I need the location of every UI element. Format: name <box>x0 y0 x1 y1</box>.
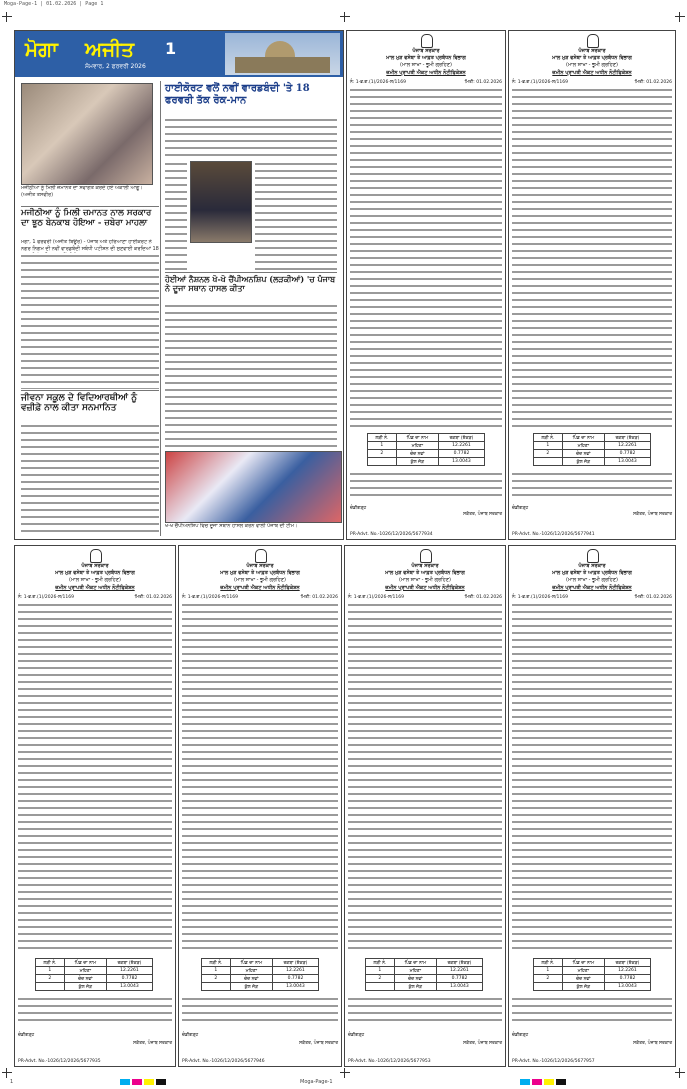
govt-notice-6 <box>508 545 676 1067</box>
notice-signature: ਸਕੱਤਰ, ਪੰਜਾਬ ਸਰਕਾਰ <box>299 1041 338 1046</box>
notice-place: ਚੰਡੀਗੜ੍ਹ <box>18 1033 35 1038</box>
print-color-bar <box>0 1075 687 1089</box>
notice-office: (ਮਾਲ ਸ਼ਾਖਾ - ਭੂਮੀ ਗ੍ਰਹਿਣ) <box>399 577 451 583</box>
notice-table: ਲੜੀ ਨੰ. ਪਿੰਡ ਦਾ ਨਾਮ ਰਕਬਾ (ਏਕੜ) 1 ਮਹਿਣਾ 12.2261 2 ਚੰਦ ਨਵਾਂ 0.7782 ਕੁੱਲ ਜੋੜ 13.0043 <box>367 433 485 466</box>
notice-dept: ਮਾਲ ਮੁੜ ਵਸੇਬਾ ਤੇ ਆਫ਼ਤ ਪ੍ਰਬੰਧਨ ਵਿਭਾਗ <box>552 570 632 576</box>
article-body <box>21 423 159 533</box>
notice-body <box>512 471 672 501</box>
yellow-swatch <box>144 1079 154 1085</box>
notice-signature: ਸਕੱਤਰ, ਪੰਜਾਬ ਸਰਕਾਰ <box>133 1041 172 1046</box>
notice-subject: ਜ਼ਮੀਨ ਪ੍ਰਾਪਤੀ ਐਕਟ ਅਧੀਨ ਨੋਟੀਫਿਕੇਸ਼ਨ <box>552 585 632 591</box>
notice-subject: ਜ਼ਮੀਨ ਪ੍ਰਾਪਤੀ ਐਕਟ ਅਧੀਨ ਨੋਟੀਫਿਕੇਸ਼ਨ <box>385 585 465 591</box>
notice-body <box>18 996 172 1026</box>
notice-signature: ਸਕੱਤਰ, ਪੰਜਾਬ ਸਰਕਾਰ <box>463 1041 502 1046</box>
emblem-icon <box>420 549 432 563</box>
notice-gov: ਪੰਜਾਬ ਸਰਕਾਰ <box>411 563 439 569</box>
notice-place: ਚੰਡੀਗੜ੍ਹ <box>350 506 367 511</box>
notice-dept: ਮਾਲ ਮੁੜ ਵਸੇਬਾ ਤੇ ਆਫ਼ਤ ਪ੍ਰਬੰਧਨ ਵਿਭਾਗ <box>552 55 632 61</box>
notice-date: ਮਿਤੀ: 01.02.2026 <box>134 595 172 600</box>
article-body-majithia: ਮੋਗਾ, 1 ਫਰਵਰੀ (ਅਜੀਤ ਬਿਊਰੋ) - ਪੰਜਾਬ ਅਤੇ ਹਰਿਆਣਾ ਹਾਈਕੋਰਟ ਨੇ ਨਗਰ ਨਿਗਮ ਦੀ ਨਵੀਂ ਵਾਰਡਬੰਦੀ ਸਬੰਧੀ ਪਟੀਸ਼ਨ ਦੀ ਸੁਣਵਾਈ ਕਰਦਿਆਂ 18 <box>21 239 159 252</box>
cyan-swatch <box>520 1079 530 1085</box>
notice-ref: ਨੰ: 1-ਭ.ਗ.(1)/2026-ਲ/1169 <box>512 80 568 85</box>
govt-notice-5 <box>344 545 506 1067</box>
magenta-swatch <box>132 1079 142 1085</box>
column-rule <box>160 81 161 536</box>
cyan-swatch <box>120 1079 130 1085</box>
magenta-swatch <box>532 1079 542 1085</box>
notice-adv-no: PR-Advt. No.-1026/12/2026/5677934 <box>350 532 433 537</box>
govt-notice-1 <box>346 30 506 540</box>
headline-high-court: ਹਾਈਕੋਰਟ ਵਲੋਂ ਨਵੀਂ ਵਾਰਡਬੰਦੀ 'ਤੇ 18 ਫਰਵਰੀ ਤੱਕ ਰੋਕ-ਮਾਨ <box>165 83 310 106</box>
emblem-icon <box>587 34 599 48</box>
notice-date: ਮਿਤੀ: 01.02.2026 <box>634 595 672 600</box>
notice-gov: ਪੰਜਾਬ ਸਰਕਾਰ <box>81 563 109 569</box>
emblem-icon <box>421 34 433 48</box>
article-body <box>21 253 159 389</box>
masthead <box>15 31 343 77</box>
notice-ref: ਨੰ: 1-ਭ.ਗ.(1)/2026-ਲ/1169 <box>182 595 238 600</box>
notice-date: ਮਿਤੀ: 01.02.2026 <box>464 80 502 85</box>
folio: 1 <box>10 1079 14 1085</box>
notice-adv-no: PR-Advt. No.-1026/12/2026/5677957 <box>512 1059 595 1064</box>
section-rule <box>21 206 159 207</box>
notice-body <box>348 602 502 952</box>
notice-dept: ਮਾਲ ਮੁੜ ਵਸੇਬਾ ਤੇ ਆਫ਼ਤ ਪ੍ਰਬੰਧਨ ਵਿਭਾਗ <box>386 55 466 61</box>
team-photo <box>165 451 342 523</box>
notice-place: ਚੰਡੀਗੜ੍ਹ <box>512 1033 529 1038</box>
yellow-swatch <box>544 1079 554 1085</box>
article-body <box>165 117 337 159</box>
notice-dept: ਮਾਲ ਮੁੜ ਵਸੇਬਾ ਤੇ ਆਫ਼ਤ ਪ੍ਰਬੰਧਨ ਵਿਭਾਗ <box>55 570 135 576</box>
notice-body <box>182 602 338 952</box>
front-page-news <box>14 30 344 540</box>
notice-body <box>512 602 672 952</box>
notice-office: (ਮਾਲ ਸ਼ਾਖਾ - ਭੂਮੀ ਗ੍ਰਹਿਣ) <box>234 577 286 583</box>
article-body <box>255 161 337 271</box>
portrait-photo <box>190 161 252 243</box>
notice-ref: ਨੰ: 1-ਭ.ਗ.(1)/2026-ਲ/1169 <box>348 595 404 600</box>
article-body <box>165 161 187 271</box>
notice-subject: ਜ਼ਮੀਨ ਪ੍ਰਾਪਤੀ ਐਕਟ ਅਧੀਨ ਨੋਟੀਫਿਕੇਸ਼ਨ <box>386 70 466 76</box>
masthead-title: ਅਜੀਤ <box>85 37 135 61</box>
news-photo-group <box>21 83 153 185</box>
govt-notice-2 <box>508 30 676 540</box>
section-rule <box>21 390 159 391</box>
headline-kho-kho: ਹੋਈਆਂ ਨੈਸ਼ਨਲ ਖੋ-ਖੋ ਚੈਂਪੀਅਨਸ਼ਿਪ (ਲੜਕੀਆਂ) 'ਚ ਪੰਜਾਬ ਨੇ ਦੂਜਾ ਸਥਾਨ ਹਾਸਲ ਕੀਤਾ <box>165 274 336 294</box>
notice-place: ਚੰਡੀਗੜ੍ਹ <box>512 506 529 511</box>
headline-majithia: ਮਜੀਠੀਆ ਨੂੰ ਮਿਲੀ ਜ਼ਮਾਨਤ ਨਾਲ ਸਰਕਾਰ ਦਾ ਝੂਠ ਬੇਨਕਾਬ ਹੋਇਆ - ਜ਼ਬੇਰਾ ਮਾਹਲਾ <box>21 208 152 228</box>
notice-body <box>512 87 672 427</box>
notice-adv-no: PR-Advt. No.-1026/12/2026/5677946 <box>182 1059 265 1064</box>
notice-body <box>18 602 172 952</box>
masthead-city: ਮੋਗਾ <box>25 37 58 61</box>
notice-adv-no: PR-Advt. No.-1026/12/2026/5677941 <box>512 532 595 537</box>
emblem-icon <box>587 549 599 563</box>
notice-table: ਲੜੀ ਨੰ. ਪਿੰਡ ਦਾ ਨਾਮ ਰਕਬਾ (ਏਕੜ) 1 ਮਹਿਣਾ 12.2261 2 ਚੰਦ ਨਵਾਂ 0.7782 ਕੁੱਲ ਜੋੜ 13.0043 <box>533 433 651 466</box>
masthead-date: ਸੋਮਵਾਰ, 2 ਫਰਵਰੀ 2026 <box>85 63 146 70</box>
notice-signature: ਸਕੱਤਰ, ਪੰਜਾਬ ਸਰਕਾਰ <box>633 512 672 517</box>
black-swatch <box>556 1079 566 1085</box>
crop-mark <box>675 12 685 22</box>
notice-subject: ਜ਼ਮੀਨ ਪ੍ਰਾਪਤੀ ਐਕਟ ਅਧੀਨ ਨੋਟੀਫਿਕੇਸ਼ਨ <box>552 70 632 76</box>
notice-table: ਲੜੀ ਨੰ. ਪਿੰਡ ਦਾ ਨਾਮ ਰਕਬਾ (ਏਕੜ) 1 ਮਹਿਣਾ 12.2261 2 ਚੰਦ ਨਵਾਂ 0.7782 ਕੁੱਲ ਜੋੜ 13.0043 <box>35 958 153 991</box>
page-number: 1 <box>165 39 177 58</box>
pdf-label: Moga-Page-1 <box>300 1079 333 1085</box>
notice-office: (ਮਾਲ ਸ਼ਾਖਾ - ਭੂਮੀ ਗ੍ਰਹਿਣ) <box>69 577 121 583</box>
team-photo-caption: ਖੋ-ਖੋ ਚੈਂਪੀਅਨਸ਼ਿਪ ਵਿਚ ਦੂਜਾ ਸਥਾਨ ਹਾਸਲ ਕਰਨ ਵਾਲੀ ਪੰਜਾਬ ਦੀ ਟੀਮ। <box>165 523 298 529</box>
notice-table: ਲੜੀ ਨੰ. ਪਿੰਡ ਦਾ ਨਾਮ ਰਕਬਾ (ਏਕੜ) 1 ਮਹਿਣਾ 12.2261 2 ਚੰਦ ਨਵਾਂ 0.7782 ਕੁੱਲ ਜੋੜ 13.0043 <box>201 958 319 991</box>
emblem-icon <box>255 549 267 563</box>
notice-body <box>182 996 338 1026</box>
notice-signature: ਸਕੱਤਰ, ਪੰਜਾਬ ਸਰਕਾਰ <box>633 1041 672 1046</box>
crop-mark <box>340 12 350 22</box>
notice-adv-no: PR-Advt. No.-1026/12/2026/5677935 <box>18 1059 101 1064</box>
notice-gov: ਪੰਜਾਬ ਸਰਕਾਰ <box>578 48 606 54</box>
black-swatch <box>156 1079 166 1085</box>
notice-signature: ਸਕੱਤਰ, ਪੰਜਾਬ ਸਰਕਾਰ <box>463 512 502 517</box>
notice-ref: ਨੰ: 1-ਭ.ਗ.(1)/2026-ਲ/1169 <box>512 595 568 600</box>
notice-body <box>350 87 502 427</box>
headline-school: ਜੀਵਨਾ ਸਕੂਲ ਦੇ ਵਿਦਿਆਰਥੀਆਂ ਨੂੰ ਵਜ਼ੀਫ਼ੇ ਨਾਲ ਕੀਤਾ ਸਨਮਾਨਿਤ <box>21 393 137 414</box>
print-info-strip: Moga-Page-1 | 01.02.2026 | Page 1 <box>4 1 104 7</box>
notice-place: ਚੰਡੀਗੜ੍ਹ <box>182 1033 199 1038</box>
notice-date: ਮਿਤੀ: 01.02.2026 <box>634 80 672 85</box>
notice-date: ਮਿਤੀ: 01.02.2026 <box>464 595 502 600</box>
govt-notice-3 <box>14 545 176 1067</box>
photo-caption: ਮਜੀਠੀਆ ਨੂੰ ਮਿਲੀ ਜ਼ਮਾਨਤ ਦਾ ਸਵਾਗਤ ਕਰਦੇ ਹੋਏ ਅਕਾਲੀ ਆਗੂ। (ਅਜੀਤ ਤਸਵੀਰ) <box>21 185 143 198</box>
notice-gov: ਪੰਜਾਬ ਸਰਕਾਰ <box>246 563 274 569</box>
notice-subject: ਜ਼ਮੀਨ ਪ੍ਰਾਪਤੀ ਐਕਟ ਅਧੀਨ ਨੋਟੀਫਿਕੇਸ਼ਨ <box>55 585 135 591</box>
notice-date: ਮਿਤੀ: 01.02.2026 <box>300 595 338 600</box>
notice-dept: ਮਾਲ ਮੁੜ ਵਸੇਬਾ ਤੇ ਆਫ਼ਤ ਪ੍ਰਬੰਧਨ ਵਿਭਾਗ <box>385 570 465 576</box>
notice-office: (ਮਾਲ ਸ਼ਾਖਾ - ਭੂਮੀ ਗ੍ਰਹਿਣ) <box>566 62 618 68</box>
notice-table: ਲੜੀ ਨੰ. ਪਿੰਡ ਦਾ ਨਾਮ ਰਕਬਾ (ਏਕੜ) 1 ਮਹਿਣਾ 12.2261 2 ਚੰਦ ਨਵਾਂ 0.7782 ਕੁੱਲ ਜੋੜ 13.0043 <box>533 958 651 991</box>
crop-mark <box>2 12 12 22</box>
notice-ref: ਨੰ: 1-ਭ.ਗ.(1)/2026-ਲ/1169 <box>350 80 406 85</box>
notice-place: ਚੰਡੀਗੜ੍ਹ <box>348 1033 365 1038</box>
temple-illustration <box>225 33 340 75</box>
notice-body <box>512 996 672 1026</box>
emblem-icon <box>90 549 102 563</box>
notice-office: (ਮਾਲ ਸ਼ਾਖਾ - ਭੂਮੀ ਗ੍ਰਹਿਣ) <box>566 577 618 583</box>
govt-notice-4 <box>178 545 342 1067</box>
section-rule <box>165 272 337 273</box>
notice-office: (ਮਾਲ ਸ਼ਾਖਾ - ਭੂਮੀ ਗ੍ਰਹਿਣ) <box>400 62 452 68</box>
notice-ref: ਨੰ: 1-ਭ.ਗ.(1)/2026-ਲ/1169 <box>18 595 74 600</box>
notice-dept: ਮਾਲ ਮੁੜ ਵਸੇਬਾ ਤੇ ਆਫ਼ਤ ਪ੍ਰਬੰਧਨ ਵਿਭਾਗ <box>220 570 300 576</box>
notice-subject: ਜ਼ਮੀਨ ਪ੍ਰਾਪਤੀ ਐਕਟ ਅਧੀਨ ਨੋਟੀਫਿਕੇਸ਼ਨ <box>220 585 300 591</box>
notice-adv-no: PR-Advt. No.-1026/12/2026/5677953 <box>348 1059 431 1064</box>
notice-body <box>348 996 502 1026</box>
notice-table: ਲੜੀ ਨੰ. ਪਿੰਡ ਦਾ ਨਾਮ ਰਕਬਾ (ਏਕੜ) 1 ਮਹਿਣਾ 12.2261 2 ਚੰਦ ਨਵਾਂ 0.7782 ਕੁੱਲ ਜੋੜ 13.0043 <box>365 958 483 991</box>
article-body <box>165 303 337 447</box>
notice-gov: ਪੰਜਾਬ ਸਰਕਾਰ <box>578 563 606 569</box>
notice-gov: ਪੰਜਾਬ ਸਰਕਾਰ <box>412 48 440 54</box>
notice-body <box>350 471 502 501</box>
